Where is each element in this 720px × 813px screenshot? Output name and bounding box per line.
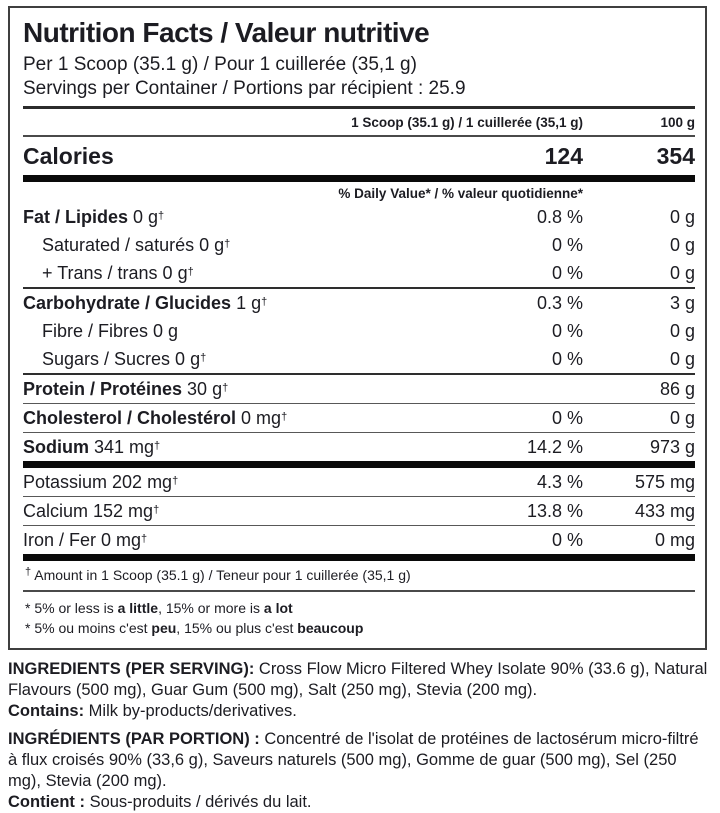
nutrient-row-potassium — [23, 468, 695, 496]
nutrient-per-100g: 86 g — [659, 379, 695, 399]
contains-fr: Contient : Sous-produits / dérivés du lait. — [8, 793, 312, 811]
nutrient-per-100g: 575 mg — [634, 472, 695, 492]
dagger-mark: † — [261, 296, 268, 308]
dagger-mark: † — [222, 382, 229, 394]
nutrient-daily-value: 4.3 % — [536, 472, 583, 492]
nutrient-daily-value: 0 % — [551, 349, 583, 369]
dv-100g-spacer — [583, 186, 695, 201]
daily-value-header-row — [23, 182, 695, 203]
nutrient-per-100g: 433 mg — [634, 501, 695, 521]
nutrient-label: Iron / Fer 0 mg† — [23, 530, 148, 550]
nutrient-label: Cholesterol / Cholestérol 0 mg† — [23, 408, 288, 428]
thick-bar-under-calories — [23, 175, 695, 182]
dagger-footnote: † Amount in 1 Scoop (35.1 g) / Teneur pour 1 cuillerée (35,1 g) — [23, 561, 695, 592]
dagger-mark: † — [141, 533, 148, 545]
thick-bar-under-sodium — [23, 461, 695, 468]
nutrient-label: Potassium 202 mg† — [23, 472, 179, 492]
nutrient-per-100g: 3 g — [669, 293, 695, 313]
nutrient-daily-value: 0 % — [551, 530, 583, 550]
nutrient-per-100g: 0 g — [669, 235, 695, 255]
nutrient-label: + Trans / trans 0 g† — [42, 263, 194, 283]
calories-row — [23, 137, 695, 175]
nutrient-label: Fat / Lipides 0 g† — [23, 207, 165, 227]
ingredients-fr: INGRÉDIENTS (PAR PORTION) : Concentré de l'isolat de protéines de lactosérum micro-filtré à flux croisés 90% (33,6 g), Saveurs naturels (500 mg), Gomme de guar (500 mg), Sel (250 mg), Stevia (200 mg). — [8, 730, 699, 790]
nutrient-row-fat — [23, 203, 695, 231]
nutrition-facts-panel — [8, 6, 707, 650]
nutrient-row-iron — [23, 525, 695, 554]
dagger-mark: † — [154, 440, 161, 452]
dagger-mark: † — [172, 475, 179, 487]
daily-value-header: % Daily Value* / % valeur quotidienne* — [338, 186, 583, 201]
serving-size-line: Per 1 Scoop (35.1 g) / Pour 1 cuillerée (35,1 g) — [23, 54, 417, 75]
dagger-mark: † — [158, 210, 165, 222]
contains-en: Contains: Milk by-products/derivatives. — [8, 702, 297, 720]
servings-per-container-line: Servings per Container / Portions par récipient : 25.9 — [23, 78, 466, 99]
nutrient-daily-value: 0.8 % — [536, 207, 583, 227]
nutrient-label: Protein / Protéines 30 g† — [23, 379, 229, 399]
nutrient-row-sodium — [23, 432, 695, 461]
nutrient-row-fibre — [23, 317, 695, 345]
nutrient-daily-value: 0 % — [551, 235, 583, 255]
percent-footnote-en: * 5% or less is a little, 15% or more is a lot — [25, 600, 293, 616]
dagger-mark: † — [153, 504, 160, 516]
panel-title: Nutrition Facts / Valeur nutritive — [23, 17, 430, 48]
nutrient-per-100g: 0 g — [669, 263, 695, 283]
dagger-mark: † — [281, 411, 288, 423]
nutrient-per-100g: 0 g — [669, 321, 695, 341]
calories-label: Calories — [23, 143, 114, 169]
nutrient-per-100g: 0 mg — [654, 530, 695, 550]
ingredients-section — [8, 659, 708, 813]
calories-per-100g: 354 — [656, 143, 695, 169]
nutrient-row-trans — [23, 259, 695, 287]
nutrient-daily-value: 14.2 % — [526, 437, 583, 457]
dagger-mark: † — [200, 352, 207, 364]
nutrient-label: Sugars / Sucres 0 g† — [42, 349, 207, 369]
dagger-mark: † — [224, 238, 231, 250]
nutrient-label: Carbohydrate / Glucides 1 g† — [23, 293, 268, 313]
column-header-scoop: 1 Scoop (35.1 g) / 1 cuillerée (35,1 g) — [351, 115, 583, 130]
nutrient-per-100g: 973 g — [649, 437, 695, 457]
nutrient-row-calcium — [23, 496, 695, 525]
nutrient-row-carbohydrate — [23, 287, 695, 317]
nutrient-daily-value: 13.8 % — [526, 501, 583, 521]
dagger-symbol: † — [25, 566, 32, 578]
nutrient-per-100g: 0 g — [669, 207, 695, 227]
thick-bar-under-iron — [23, 554, 695, 561]
column-header-row — [23, 109, 695, 137]
nutrient-row-saturated — [23, 231, 695, 259]
nutrient-row-cholesterol — [23, 403, 695, 432]
nutrient-daily-value: 0.3 % — [536, 293, 583, 313]
column-header-100g: 100 g — [660, 115, 695, 130]
nutrient-label: Fibre / Fibres 0 g — [42, 321, 179, 341]
nutrient-daily-value: 0 % — [551, 408, 583, 428]
calories-per-scoop: 124 — [544, 143, 583, 169]
ingredients-en: INGREDIENTS (PER SERVING): Cross Flow Micro Filtered Whey Isolate 90% (33.6 g), Natural Flavours (500 mg), Guar Gum (500 mg), Salt (250 mg), Stevia (200 mg). — [8, 660, 708, 699]
dagger-mark: † — [187, 266, 194, 278]
nutrient-label: Calcium 152 mg† — [23, 501, 160, 521]
nutrient-label: Saturated / saturés 0 g† — [42, 235, 231, 255]
percent-footnote-fr: * 5% ou moins c'est peu, 15% ou plus c'est beaucoup — [25, 620, 364, 636]
nutrient-daily-value: 0 % — [551, 321, 583, 341]
nutrient-label: Sodium 341 mg† — [23, 437, 161, 457]
nutrient-row-protein — [23, 373, 695, 403]
nutrient-row-sugars — [23, 345, 695, 373]
nutrient-daily-value: 0 % — [551, 263, 583, 283]
nutrient-per-100g: 0 g — [669, 408, 695, 428]
percent-footnotes — [23, 592, 695, 640]
nutrient-per-100g: 0 g — [669, 349, 695, 369]
